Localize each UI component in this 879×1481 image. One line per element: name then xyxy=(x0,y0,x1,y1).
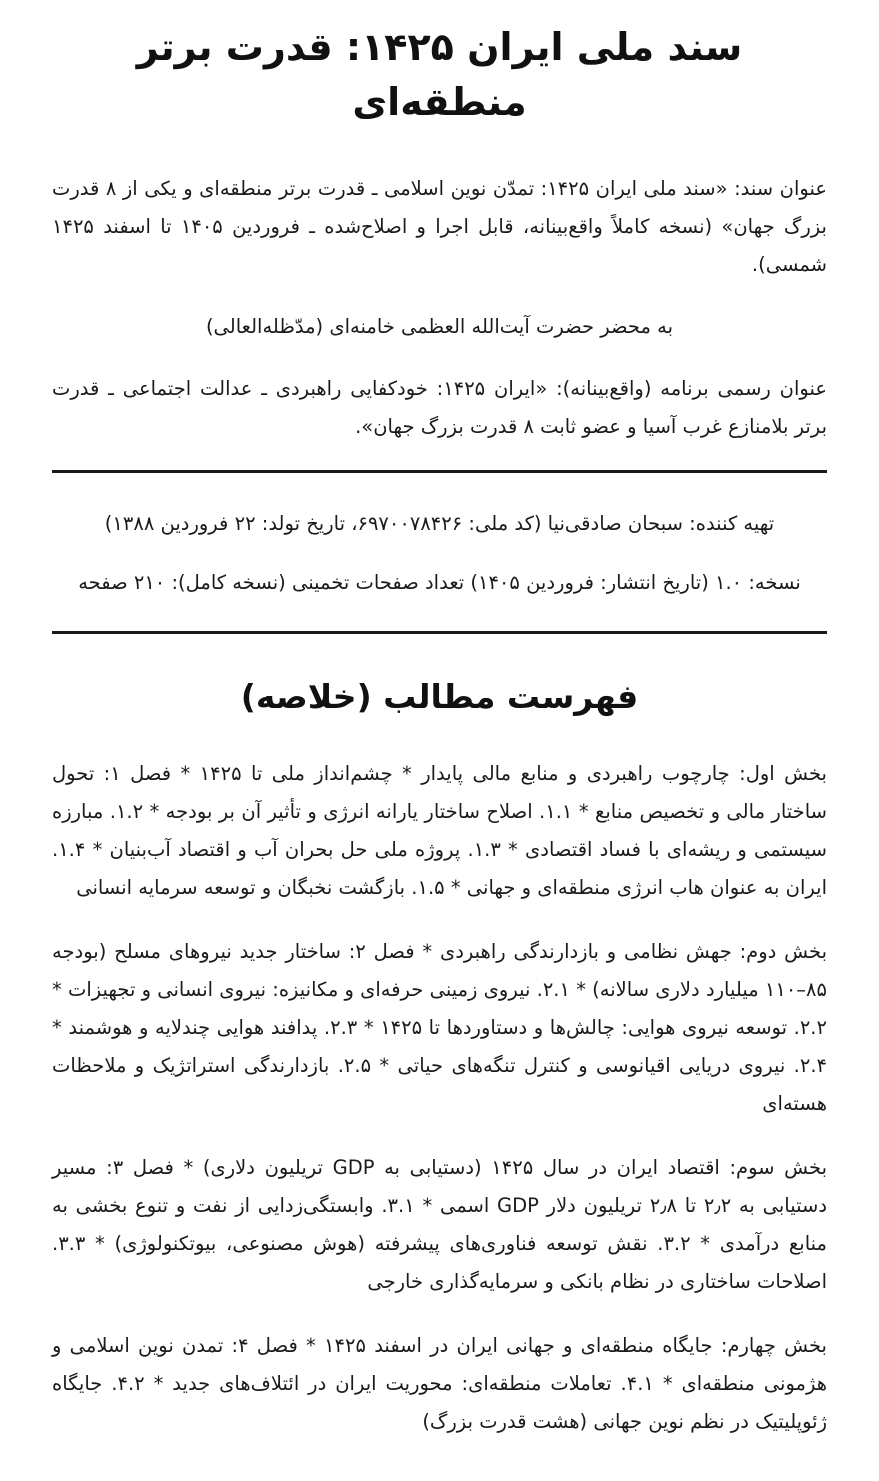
front-matter-block xyxy=(52,170,827,446)
toc-body xyxy=(52,755,827,1441)
metadata-block xyxy=(52,491,827,613)
divider-top xyxy=(52,470,827,473)
toc-section-1: بخش اول: چارچوب راهبردی و منابع مالی پایدار * چشم‌انداز ملی تا ۱۴۲۵ * فصل ۱: تحول ساختار مالی و تخصیص منابع * ۱.۱. اصلاح ساختار یارانه انرژی و تأثیر آن بر بودجه * ۱.۲. مبارزه سیستمی و ریشه‌ای با فساد اقتصادی * ۱.۳. پروژه ملی حل بحران آب و اقتصاد آب‌بنیان * ۱.۴. ایران به عنوان هاب انرژی منطقه‌ای و جهانی * ۱.۵. بازگشت نخبگان و توسعه سرمایه انسانی xyxy=(52,761,828,899)
document-title-paragraph: عنوان سند: «سند ملی ایران ۱۴۲۵: تمدّن نوین اسلامی ـ قدرت برتر منطقه‌ای و یکی از ۸ قدرت بزرگ جهان» (نسخه کاملاً واقع‌بینانه، قابل اجرا و اصلاح‌شده ـ فروردین ۱۴۰۵ تا اسفند ۱۴۲۵ شمسی). xyxy=(52,177,827,277)
page-bottom-spacer xyxy=(52,1441,827,1481)
version-line: نسخه: ۱.۰ (تاریخ انتشار: فروردین ۱۴۰۵) تعداد صفحات تخمینی (نسخه کامل): ۲۱۰ صفحه xyxy=(78,571,801,595)
toc-section-4: بخش چهارم: جایگاه منطقه‌ای و جهانی ایران در اسفند ۱۴۲۵ * فصل ۴: تمدن نوین اسلامی و هژمونی منطقه‌ای * ۴.۱. تعاملات منطقه‌ای: محوریت ایران در ائتلاف‌های جدید * ۴.۲. جایگاه ژئوپلیتیک در نظم نوین جهانی (هشت قدرت بزرگ) xyxy=(52,1333,828,1433)
dedication-paragraph: به محضر حضرت آیت‌الله العظمی خامنه‌ای (مدّظله‌العالی) xyxy=(205,315,674,339)
toc-section-2: بخش دوم: جهش نظامی و بازدارندگی راهبردی * فصل ۲: ساختار جدید نیروهای مسلح (بودجه ۸۵–۱۱۰ میلیارد دلاری سالانه) * ۲.۱. نیروی زمینی حرفه‌ای و مکانیزه: نیروی انسانی و تجهیزات * ۲.۲. توسعه نیروی هوایی: چالش‌ها و دستاوردها تا ۱۴۲۵ * ۲.۳. پدافند هوایی چندلایه و هوشمند * ۲.۴. نیروی دریایی اقیانوسی و کنترل تنگه‌های حیاتی * ۲.۵. بازدارندگی استراتژیک و ملاحظات هسته‌ای xyxy=(52,939,827,1115)
page-title: سند ملی ایران ۱۴۲۵: قدرت برتر منطقه‌ای xyxy=(136,25,743,125)
author-line: تهیه کننده: سبحان صادقی‌نیا (کد ملی: ۶۹۷۰۰۷۸۴۲۶، تاریخ تولد: ۲۲ فروردین ۱۳۸۸) xyxy=(104,512,775,536)
toc-section-3: بخش سوم: اقتصاد ایران در سال ۱۴۲۵ (دستیابی به GDP تریلیون دلاری) * فصل ۳: مسیر دستیابی به ۲٫۲ تا ۲٫۸ تریلیون دلار GDP اسمی * ۳.۱. وابستگی‌زدایی از نفت و تنوع بخشی به منابع درآمدی * ۳.۲. نقش توسعه فناوری‌های پیشرفته (هوش مصنوعی، بیوتکنولوژی) * ۳.۳. اصلاحات ساختاری در نظام بانکی و سرمایه‌گذاری خارجی xyxy=(52,1155,828,1293)
toc-heading: فهرست مطالب (خلاصه) xyxy=(240,677,639,717)
divider-bottom xyxy=(52,631,827,634)
program-title-paragraph: عنوان رسمی برنامه (واقع‌بینانه): «ایران ۱۴۲۵: خودکفایی راهبردی ـ عدالت اجتماعی ـ قدرت برتر بلامنازع غرب آسیا و عضو ثابت ۸ قدرت بزرگ جهان». xyxy=(52,377,827,439)
